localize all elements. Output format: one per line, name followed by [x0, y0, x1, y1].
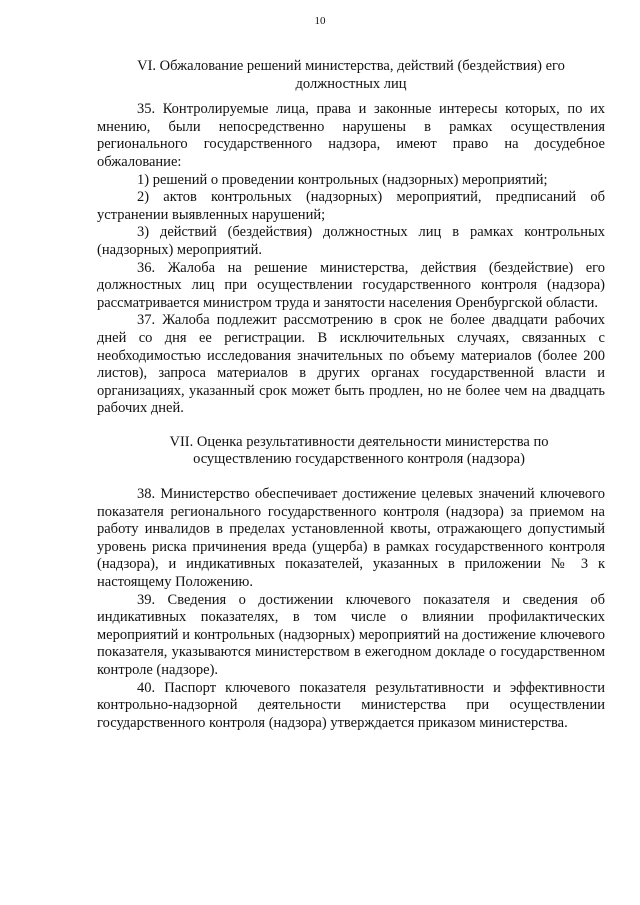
paragraph-35-item-2: 2) актов контрольных (надзорных) мероприятий, предписаний об устранении выявленных нарушений;	[97, 189, 605, 223]
section-vii-heading-line2: осуществлению государственного контроля (надзора)	[193, 451, 525, 468]
section-vi-heading-line2: должностных лиц	[295, 75, 407, 92]
section-vi-heading	[97, 58, 605, 93]
paragraph-35-item-1: 1) решений о проведении контрольных (надзорных) мероприятий;	[137, 171, 548, 188]
paragraph-36: 36. Жалоба на решение министерства, действия (бездействие) его должностных лиц при осуществлении государственного контроля (надзора) рассматривается министром труда и занятости населения Оренбургской области.	[97, 259, 605, 311]
section-vii-heading-line1: VII. Оценка результативности деятельности министерства по	[169, 433, 549, 450]
page-content	[97, 58, 605, 732]
paragraph-39: 39. Сведения о достижении ключевого показателя и сведения об индикативных показателях, в том числе о влиянии профилактических мероприятий и контрольных (надзорных) мероприятий на достижение ключевого показателя, указываются министерством в ежегодном докладе о государственном контроле (надзоре).	[97, 591, 605, 678]
section-vii-heading	[97, 434, 605, 469]
paragraph-40: 40. Паспорт ключевого показателя результативности и эффективности контрольно-надзорной деятельности министерства при осуществлении государственного контроля (надзора) утверждается приказом министерства.	[97, 679, 605, 731]
paragraph-35-item-3: 3) действий (бездействия) должностных лиц в рамках контрольных (надзорных) мероприятий.	[97, 224, 605, 258]
paragraph-35: 35. Контролируемые лица, права и законные интересы которых, по их мнению, были непосредственно нарушены в рамках осуществления регионального государственного надзора, имеют право на досудебное обжалование:	[97, 101, 605, 170]
section-vi-heading-line1: VI. Обжалование решений министерства, действий (бездействия) его	[137, 58, 565, 74]
page-number: 10	[314, 15, 326, 27]
paragraph-37: 37. Жалоба подлежит рассмотрению в срок не более двадцати рабочих дней со дня ее регистрации. В исключительных случаях, связанных с необходимостью исследования значительных по объему материалов (более 200 листов), запроса материалов в других органах государственной власти и организациях, указанный срок может быть продлен, но не более чем на двадцать рабочих дней.	[97, 312, 605, 417]
paragraph-38: 38. Министерство обеспечивает достижение целевых значений ключевого показателя регионального государственного контроля (надзора) за приемом на работу инвалидов в пределах установленной квоты, отражающего допустимый уровень риска причинения вреда (ущерба) в рамках государственного контроля (надзора), и индикативных показателей, указанных в приложении № 3 к настоящему Положению.	[97, 486, 605, 591]
